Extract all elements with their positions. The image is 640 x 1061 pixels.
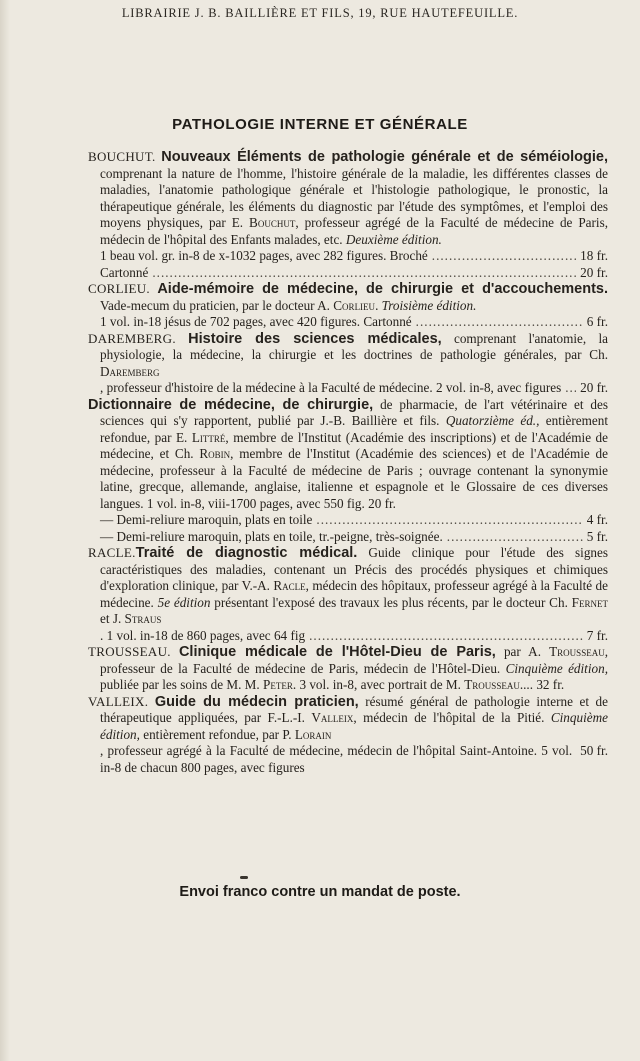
entry-person-name: Fernet (571, 594, 608, 610)
entry-edition: 5e édition (157, 594, 211, 610)
catalogue-entry-racle (88, 545, 608, 644)
entry-author: CORLIEU. (88, 281, 150, 296)
entry-author: RACLE. (88, 545, 136, 560)
leader-dots (309, 628, 583, 645)
entry-title: Clinique médicale de l'Hôtel-Dieu de Paris, (178, 644, 496, 660)
catalogue-entry-dictionnaire (88, 397, 608, 546)
entry-person-name: Peter (263, 677, 293, 692)
entry-description: , professeur d'histoire de la médecine à la Faculté de médecine. 2 vol. in-8, avec figures (100, 380, 562, 395)
entry-person-name: Corlieu (333, 297, 376, 313)
entry-price-line (100, 248, 608, 265)
entry-description: comprenant l'anatomie, la physiologie, la médecine, la chirurgie et les doctrines de pathologie générales, par Ch. (100, 330, 608, 362)
entry-person-name: Daremberg (100, 363, 160, 379)
entry-price: 32 fr. (536, 677, 565, 692)
leader-dots (432, 248, 576, 265)
entry-description: résumé général de pathologie interne et de thérapeutique appliquées, par F.-L.-I. (100, 693, 609, 725)
entry-price-line (100, 380, 608, 397)
entry-description: , médecin de l'hôpital de la Pitié. (353, 710, 551, 725)
entry-edition: Cinquième édition, (100, 710, 608, 742)
entry-title: Nouveaux Éléments de pathologie générale et de séméiologie, (161, 149, 608, 165)
entry-price: 20 fr. (580, 380, 608, 395)
entry-description: , professeur de la Faculté de médecine de Paris, médecin de l'Hôtel-Dieu. (100, 644, 608, 676)
entry-title: Histoire des sciences médicales, (188, 330, 442, 347)
entry-person-name: Valleix (311, 710, 354, 725)
entry-sub-price: 5 fr. (586, 528, 608, 544)
entry-person-name: Racle (273, 578, 306, 593)
entry-person-name: Straus (124, 611, 162, 626)
entry-sub-price-line (100, 529, 608, 546)
entry-price-line (100, 743, 608, 776)
shipping-notice: Envoi franco contre un mandat de poste. (179, 884, 461, 900)
entry-sub-price: 4 fr. (586, 512, 608, 527)
entry-description: et J. (100, 611, 125, 626)
entry-price: 7 fr. (586, 627, 608, 643)
entry-description: publiée par les soins de M. M. (100, 677, 263, 692)
entry-person-name: Trousseau (549, 644, 605, 659)
entry-author: TROUSSEAU. (88, 644, 171, 659)
entry-author: DAREMBERG. (88, 330, 176, 346)
entry-title: Aide-mémoire de médecine, de chirurgie et d'accouchements. (157, 281, 608, 297)
entry-person-name: Robin (199, 446, 231, 461)
entry-sub-price: 20 fr. (580, 264, 608, 280)
entry-price: 50 fr. (580, 743, 608, 758)
catalogue-entry-bouchut (88, 149, 608, 281)
entry-price-line (100, 314, 608, 331)
entry-person-name: Lorain (294, 726, 332, 742)
entry-description: , professeur agrégé à la Faculté de médecine, médecin de l'hôpital Saint-Antoine. 5 vol. in-8 de chacun 800 pages, avec figures (100, 743, 573, 775)
entry-description: présentant l'exposé des travaux les plus récents, par le docteur Ch. (210, 594, 572, 610)
entry-description: . 3 vol. in-8, avec portrait de M. (292, 677, 465, 692)
page-edge-shadow (0, 0, 10, 1061)
catalogue-entry-daremberg (88, 331, 608, 397)
section-title: PATHOLOGIE INTERNE ET GÉNÉRALE (172, 116, 468, 133)
entry-description: par A. (495, 644, 550, 659)
entry-description: entièrement refondue, par E. (100, 413, 608, 445)
entry-description: de pharmacie, de l'art vétérinaire et des sciences qui s'y rapportent, publié par J.-B. Baillière et fils. (100, 396, 609, 428)
entry-title: Dictionnaire de médecine, de chirurgie, (88, 396, 374, 413)
entry-title: Traité de diagnostic médical. (135, 545, 358, 561)
catalogue-entries (88, 149, 608, 776)
entry-person-name: Trousseau (464, 677, 520, 692)
entry-sub-price-line (100, 512, 608, 529)
entry-edition: Cinquième édition, (505, 660, 608, 676)
publisher-header: LIBRAIRIE J. B. BAILLIÈRE ET FILS, 19, RUE HAUTEFEUILLE. (121, 6, 519, 20)
entry-person-name: Bouchut (249, 215, 296, 230)
entry-author: VALLEIX. (88, 693, 149, 709)
leader-dots (316, 512, 582, 529)
catalogue-entry-corlieu (88, 281, 608, 331)
entry-description: comprenant la nature de l'homme, l'histoire générale de la maladie, les différentes classes de maladies, l'anatomie pathologique générale et l'histologie pathologique, le pronostic, la thérapeutique générale, les éléments du diagnostic par l'étude des symptômes, et l'emploi des moyens physiques, par E. (100, 165, 608, 230)
entry-edition: Deuxième édition. (345, 231, 442, 247)
entry-price: 20 fr. (368, 495, 396, 511)
entry-price: 6 fr. (586, 314, 608, 329)
entry-price-line (100, 628, 608, 645)
leader-dots (447, 529, 583, 546)
entry-author: BOUCHUT. (88, 149, 156, 164)
entry-edition: Troisième édition. (381, 297, 477, 313)
catalogue-entry-trousseau: TROUSSEAU. Clinique médicale de l'Hôtel-Dieu de Paris, par A. Trousseau, professeur de la Faculté de médecine de Paris, médecin de l'Hôtel-Dieu. Cinquième édition, publiée par les soins de M. M. Peter. 3 vol. in-8, avec portrait de M. Trousseau.... 32 fr. (88, 644, 608, 692)
catalogue-entry-valleix (88, 694, 608, 777)
entry-sub-price-line (100, 265, 608, 282)
entry-description: 1 beau vol. gr. in-8 de x-1032 pages, avec 282 figures. Broché (100, 248, 428, 263)
entry-description: , membre de l'Institut (Académie des inscriptions) et de l'Académie de médecine, et Ch. (100, 429, 608, 461)
leader-dots (152, 265, 576, 282)
entry-description: entièrement refondue, par P. (139, 726, 295, 742)
leader-dots (565, 380, 576, 397)
entry-description: , membre de l'Institut (Académie des sciences) et de l'Académie de médecine, professeur à la Faculté de médecine de Paris ; ouvrage contenant la synonymie latine, grecque, allemande, anglaise, italienne et espagnole et le Glossaire de ces diverses langues. 1 vol. in-8, viii-1700 pages, avec 550 fig. (100, 446, 608, 511)
entry-description: 1 vol. in-18 jésus de 702 pages, avec 420 figures. Cartonné (100, 314, 412, 329)
entry-title: Guide du médecin praticien, (154, 693, 359, 710)
entry-sub-label: — Demi-reliure maroquin, plats en toile (100, 512, 313, 527)
footer-ornament (240, 876, 248, 879)
entry-description: Vade-mecum du praticien, par le docteur A. (100, 297, 334, 313)
entry-description: , médecin des hôpitaux, professeur agrégé à la Faculté de médecine. (100, 578, 608, 610)
entry-description: Guide clinique pour l'étude des signes caractéristiques des maladies, contenant un Précis des procédés physiques et chimiques d'exploration clinique, par V.-A. (100, 545, 608, 593)
entry-price: 18 fr. (580, 248, 608, 263)
entry-sub-label: — Demi-reliure maroquin, plats en toile, tr.-peigne, très-soignée. (100, 528, 443, 544)
leader-dots (416, 314, 583, 331)
entry-description: , professeur agrégé de la Faculté de médecine de Paris, médecin de l'hôpital des Enfants malades, etc. (100, 215, 609, 247)
entry-edition: Quatorzième éd., (445, 413, 540, 428)
entry-person-name: Littré (191, 429, 226, 445)
entry-sub-label: Cartonné (100, 264, 149, 280)
entry-description: . (375, 297, 382, 313)
entry-description: . 1 vol. in-18 de 860 pages, avec 64 fig (100, 627, 306, 643)
